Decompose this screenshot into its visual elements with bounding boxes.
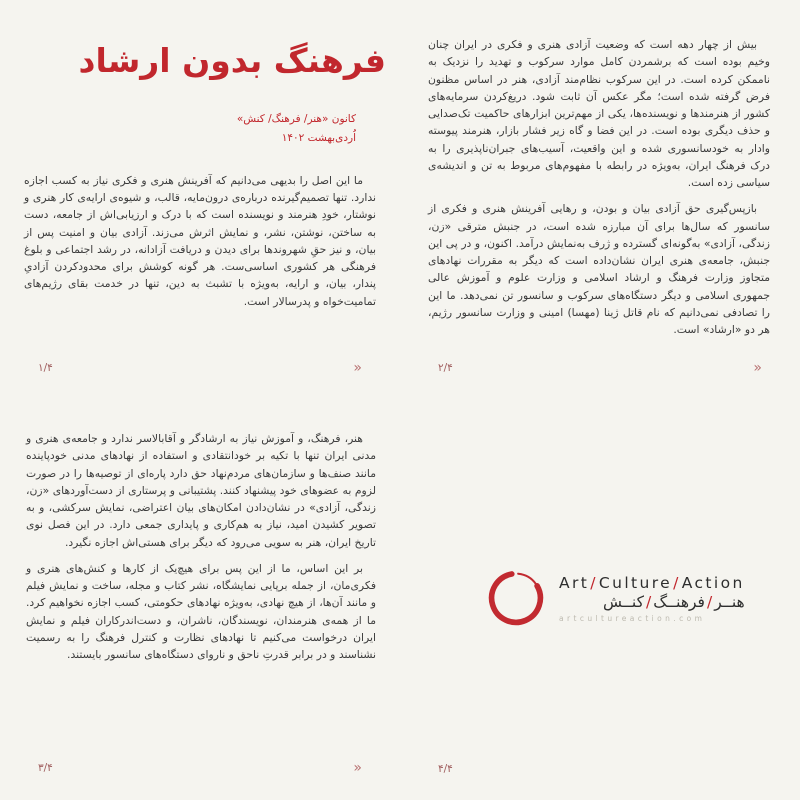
byline-date: اُردی‌بهشت ۱۴۰۲ — [281, 131, 356, 144]
logo-word: Culture — [598, 573, 673, 592]
page-2-footer — [438, 361, 762, 375]
logo-persian-wordmark — [559, 593, 745, 611]
logo — [486, 568, 745, 628]
logo-word: Action — [681, 573, 745, 592]
page-4-logo — [400, 400, 800, 800]
next-page-icon[interactable]: » — [353, 360, 362, 376]
paragraph: بر این اساس، ما از این پس برای هیچ‌یک از کارها و کنش‌های هنری و فکری‌مان، از جمله برپایی نمایشگاه، نشر کتاب و مجله، ساخت و نمایش فیلم و مانند آن‌ها، از هیچ نهادی، به‌ویژه نهادهای حکومتی، کسب اجازه نخواهیم کرد. ما از همه‌ی هنرمندان، نویسندگان، ناشران، و دست‌اندرکاران فیلم و نمایش ایران درخواست می‌کنیم تا نهادهای نظارت و کنترل فرهنگ را به رسمیت نشناسند و در برابر قدرتِ ناحق و ناروای دستگاه‌های سانسور بایستند. — [26, 561, 376, 662]
next-page-icon[interactable]: » — [753, 360, 762, 376]
page-title: فرهنگ بدون ارشاد — [78, 41, 386, 80]
slash-separator: / — [645, 592, 652, 611]
logo-word: فرهنــگ — [653, 592, 705, 611]
website-link[interactable]: artcultureaction.com — [559, 613, 706, 623]
page-3-footer — [38, 761, 362, 775]
page-indicator: ۱/۴ — [38, 362, 53, 374]
logo-latin-wordmark — [559, 574, 745, 592]
logo-word: هنــر — [714, 592, 745, 611]
page-1-footer — [38, 361, 362, 375]
page-3 — [0, 400, 400, 800]
page-indicator: ۲/۴ — [438, 362, 453, 374]
slash-separator: / — [706, 592, 713, 611]
slash-separator: / — [590, 573, 598, 592]
page-1-cover — [0, 0, 400, 400]
logo-text — [559, 574, 745, 623]
page-indicator: ۴/۴ — [438, 763, 453, 775]
slash-separator: / — [673, 573, 681, 592]
page-1-body — [24, 172, 376, 310]
paragraph: بیش از چهار دهه است که وضعیت آزادی هنری و فکری در ایران چنان وخیم بوده است که برشمردن کامل موارد سرکوب و تهدید را نزدیک به ناممکن کرده است. در این سرکوب نظام‌مند آزادی، هنر در اساس مظنون فرض گرفته شده است؛ مگر عکس آن ثابت شود. دریغ‌کردن سرمایه‌های کشور از هنرمندها و نویسنده‌ها، یکی از مهم‌ترین ابزارهای حاکمیت تک‌صدایی و حذف دیگری بوده است. در این فضا و گاه زیر فشار بازار، هنرمند پیوسته وادار به خودسانسوری شده و این واقعیت، آسیب‌های جبران‌ناپذیری را به درک فرهنگ ایران، به‌ویژه در رابطه با مفهوم‌های مربوط به تن و اندیشه‌ی سیاسی زده است. — [428, 38, 770, 190]
page-2 — [400, 0, 800, 400]
page-3-body — [26, 430, 376, 663]
logo-word: کنــش — [603, 592, 644, 611]
logo-word: Art — [559, 573, 590, 592]
page-4-footer — [438, 763, 762, 775]
byline — [0, 110, 356, 148]
paragraph: بازپس‌گیری حق آزادی بیان و بودن، و رهایی آفرینش هنری و فکری از سانسور که سال‌ها برای آن مبارزه شده است، در جنبش مترقی «زن، زندگی، آزادی» به‌گونه‌ای گسترده و ژرف به‌نمایش درآمد. اکنون، و در پی این جنبش، جامعه‌ی هنری ایران نشان‌داده است که دیگر به مقررات نهادهای متجاوز وزارت فرهنگ و ارشاد اسلامی و وزارت علوم و آموزش عالی جمهوری اسلامی و دیگر دستگاه‌های سرکوب و سانسور تن نمی‌دهد. ما این را تصادفی نمی‌دانیم که نام قاتل ژینا (مهسا) امینی و وزارت سانسور رژیم، هر دو «ارشاد» است. — [428, 202, 770, 337]
logo-circle-icon — [486, 568, 546, 628]
page-indicator: ۳/۴ — [38, 762, 53, 774]
page-2-body — [428, 36, 770, 339]
next-page-icon[interactable]: » — [353, 760, 362, 776]
paragraph: ما این اصل را بدیهی می‌دانیم که آفرینش هنری و فکری نیاز به کسب اجازه ندارد. تنها تصمیم‌گیرنده درباره‌ی درون‌مایه، قالب، و شیوه‌ی ارایه‌ی کار هنری و نوشتار، خودِ هنرمند و نویسنده است که با درک و ارزیابی‌اش از جامعه، دست به ساختن، نوشتن، نشر، و نمایش اثرش می‌زند. آزادی بیان و امنیت پس از بیان، و نیز حقِ شهروندها برای دیدن و دریافت آزادانه، در رشد اجتماعی و بلوغ فرهنگی هر کشوری اساسی‌ست. هر گونه کوشش برای محدودکردن آزادیِ پندار، بیان، و ارایه، به‌ویژه با تشبث به دین، تنها در خدمت بقای رژیم‌های تمامیت‌خواه و پدرسالار است. — [24, 173, 376, 308]
byline-org: کانون «هنر/ فرهنگ/ کنش» — [236, 112, 356, 125]
paragraph: هنر، فرهنگ، و آموزش نیاز به ارشادگر و آقابالاسر ندارد و جامعه‌ی هنری و مدنی ایران تنها با تکیه بر خودانتقادی و استفاده از نهادهای مدنی خودپاینده مانند صنف‌ها و سازمان‌های مردم‌نهاد حق دارد پاره‌ای از توصیه‌ها را در صورت لزوم به عضوهای خود پیشنهاد کنند. پشتیبانی و پرستاری از دست‌آوردهای «زن، زندگی، آزادی» در نشان‌دادن امکان‌های بیان اعتراضی، نمایش سرکشی، و به تصویر کشیدن امید، نیاز به هم‌کاری و پایداری جمعی دارد. در این فصل نوی تاریخ ایران، هنر به سویی می‌رود که دیگر برای هستی‌اش اجازه نگیرد. — [26, 432, 376, 549]
